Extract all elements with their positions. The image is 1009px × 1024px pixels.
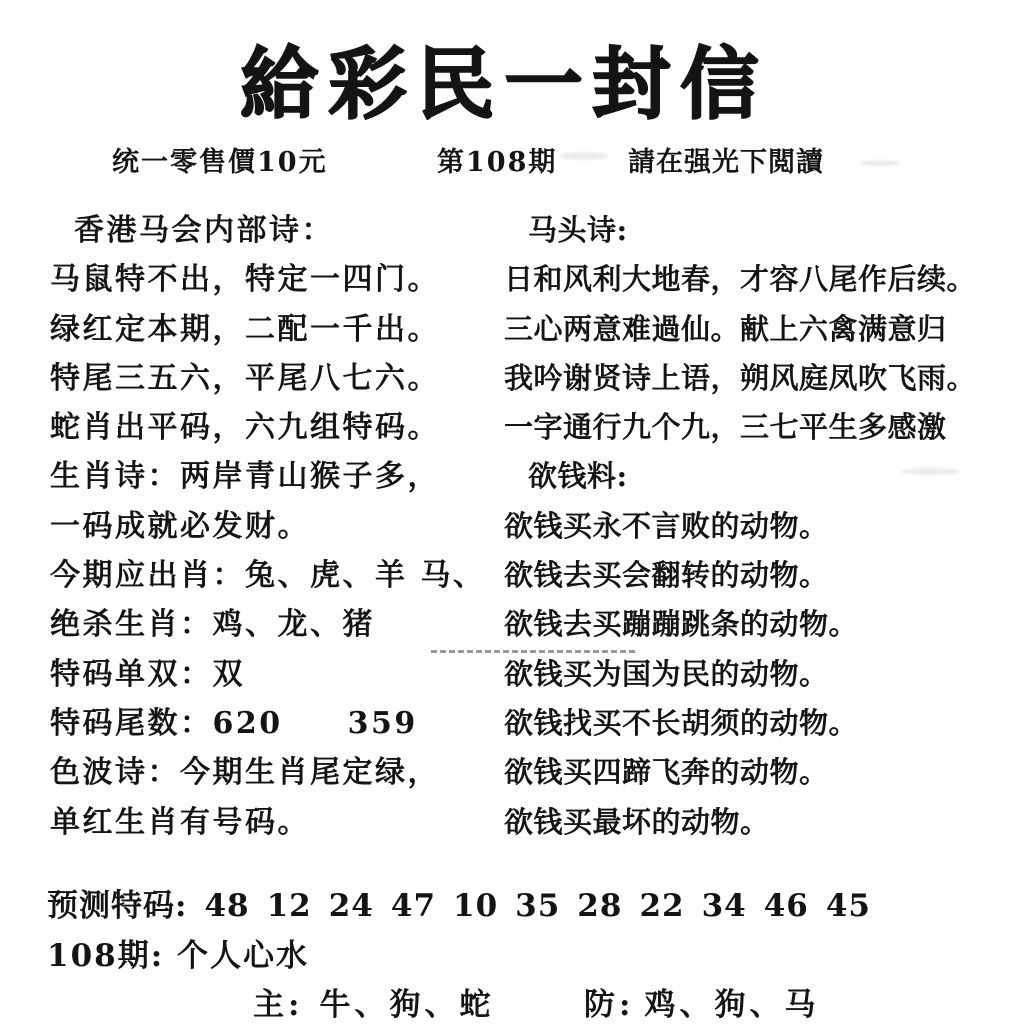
predicted-number: 45 — [825, 888, 871, 924]
guard-zodiac-value: 鸡、狗、马 — [644, 987, 820, 1023]
predicted-number: 46 — [763, 888, 809, 924]
poem-line: 特尾三五六，平尾八七六。 — [50, 360, 440, 396]
money-hint-line: 欲钱买为国为民的动物。 — [504, 656, 829, 691]
main-zodiac-value: 牛、狗、蛇 — [319, 987, 495, 1023]
color-wave-poem-line: 色波诗：今期生肖尾定绿， — [50, 755, 440, 791]
right-column-header: 马头诗: — [528, 213, 628, 247]
reading-notice-label: 請在强光下閲讀 — [628, 147, 824, 178]
predicted-number: 34 — [701, 888, 747, 924]
issue-number-label: 第108期 — [437, 147, 558, 178]
left-column-header: 香港马会内部诗： — [74, 213, 334, 248]
predicted-number: 10 — [453, 888, 499, 924]
tail-numbers-line: 特码尾数：620 359 — [50, 705, 418, 741]
right-poem-column — [504, 206, 996, 847]
predicted-number: 12 — [266, 888, 312, 924]
poem-line: 绿红定本期，二配一千出。 — [50, 311, 440, 347]
personal-picks-line: 108期: 个人心水 — [47, 938, 309, 974]
money-hint-line: 欲钱去买会翻转的动物。 — [504, 558, 829, 593]
scan-artifact-dashed-line — [431, 650, 635, 653]
poem-line: 日和风利大地春，才容八尾作后续。 — [504, 262, 977, 297]
page-title: 給彩民一封信 — [240, 39, 769, 130]
poem-line: 一字通行九个九，三七平生多感激 — [504, 410, 947, 445]
poem-line: 三心两意难過仙。献上六禽满意归 — [504, 311, 947, 346]
money-hint-line: 欲钱找买不长胡须的动物。 — [504, 705, 859, 740]
left-poem-column — [50, 206, 498, 847]
money-hint-line: 欲钱买永不言败的动物。 — [504, 508, 829, 543]
predicted-number: 24 — [328, 888, 374, 924]
main-zodiac-label: 主: — [253, 979, 309, 1024]
poem-line: 蛇肖出平码，六九组特码。 — [50, 410, 440, 446]
color-wave-poem-line: 单红生肖有号码。 — [50, 804, 310, 840]
money-hint-line: 欲钱买最坏的动物。 — [504, 804, 770, 839]
predicted-special-numbers-line — [47, 880, 871, 925]
predicted-number: 35 — [515, 888, 561, 924]
money-hint-line: 欲钱去买蹦蹦跳条的动物。 — [504, 607, 859, 642]
expected-zodiac-line: 今期应出肖：兔、虎、羊 马、 — [50, 558, 486, 594]
predicted-number: 28 — [577, 888, 623, 924]
zodiac-poem-line: 一码成就必发财。 — [50, 508, 310, 544]
scan-noise-speckle — [900, 468, 960, 475]
odd-even-line: 特码单双：双 — [50, 656, 245, 692]
predicted-number: 48 — [204, 888, 250, 924]
retail-price-label: 统一零售價10元 — [112, 147, 328, 178]
guard-zodiac-line — [584, 979, 819, 1024]
predicted-numbers-label: 预测特码: — [47, 888, 188, 924]
scan-noise-speckle — [860, 160, 900, 166]
main-zodiac-line — [253, 979, 494, 1024]
poem-line: 我吟谢贤诗上语，朔风庭凤吹飞雨。 — [504, 360, 977, 395]
poem-line: 马鼠特不出，特定一四门。 — [50, 262, 440, 298]
guard-zodiac-label: 防: — [584, 987, 635, 1023]
predicted-number: 47 — [390, 888, 437, 924]
scan-noise-speckle — [560, 152, 608, 160]
money-hints-header: 欲钱料: — [528, 459, 628, 494]
predicted-number: 22 — [639, 888, 685, 924]
zodiac-poem-line: 生肖诗：两岸青山猴子多， — [50, 459, 440, 495]
money-hint-line: 欲钱买四蹄飞奔的动物。 — [504, 755, 829, 790]
excluded-zodiac-line: 绝杀生肖：鸡、龙、猪 — [50, 607, 375, 643]
